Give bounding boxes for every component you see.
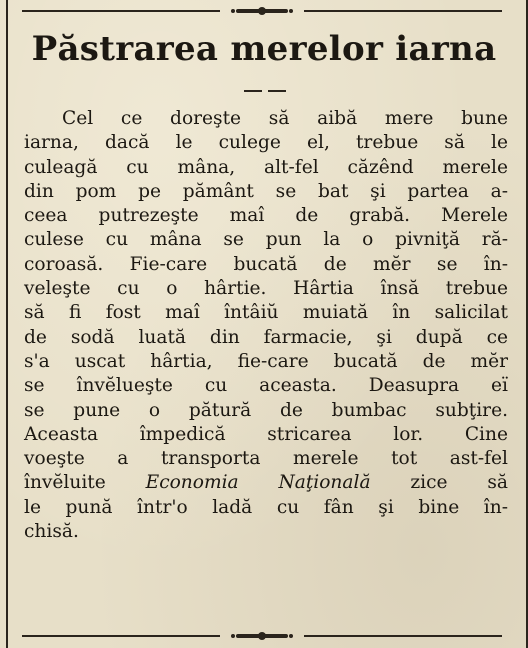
body-line: culese cu mâna se pun la o pivniţă ră- — [24, 229, 508, 251]
ornament-icon — [230, 6, 294, 16]
body-line: să fi fost maî întâiŭ muiată în salicilat — [24, 302, 508, 324]
body-line: Aceasta împedică stricarea lor. Cine — [24, 423, 508, 445]
top-ornamental-divider — [22, 6, 502, 16]
body-line: chisă. — [24, 521, 79, 543]
body-line: Cel ce doreşte să aibă mere bune — [62, 108, 508, 129]
body-line: s'a uscat hârtia, fie-care bucată de mĕr — [24, 350, 508, 372]
article-title: Păstrarea merelor iarna — [31, 29, 497, 69]
cited-publication: Economia Naţională — [145, 472, 371, 494]
body-line: voeşte a transporta merele tot ast-fel — [24, 448, 508, 470]
body-line: culeagă cu mâna, alt-fel căzênd merele — [24, 156, 508, 178]
body-line: ceea putrezeşte maî de grabă. Merele — [24, 205, 508, 227]
body-line: din pom pe pământ se bat şi partea a- — [24, 180, 508, 202]
bottom-ornamental-divider — [22, 631, 502, 641]
body-text-fragment: zice să — [410, 472, 508, 494]
body-line: le pună într'o ladă cu fân şi bine în- — [24, 496, 508, 518]
body-line: veleşte cu o hârtie. Hârtia însă trebue — [24, 278, 508, 300]
body-line: se învĕlueşte cu aceasta. Deasupra eï — [24, 375, 508, 397]
body-line: iarna, dacă le culege el, trebue să le — [24, 132, 508, 154]
body-line: se pune o pătură de bumbac subţire. — [24, 399, 508, 421]
body-line: de sodă luată din farmacie, şi după ce — [24, 326, 508, 348]
body-line-with-citation — [24, 471, 508, 495]
title-underline — [244, 90, 288, 92]
left-column-rule — [6, 0, 8, 648]
article-body — [24, 107, 508, 544]
ornament-icon — [230, 631, 294, 641]
body-text-fragment: învĕluite — [24, 472, 106, 494]
body-line: coroasă. Fie-care bucată de mĕr se în- — [24, 253, 508, 275]
